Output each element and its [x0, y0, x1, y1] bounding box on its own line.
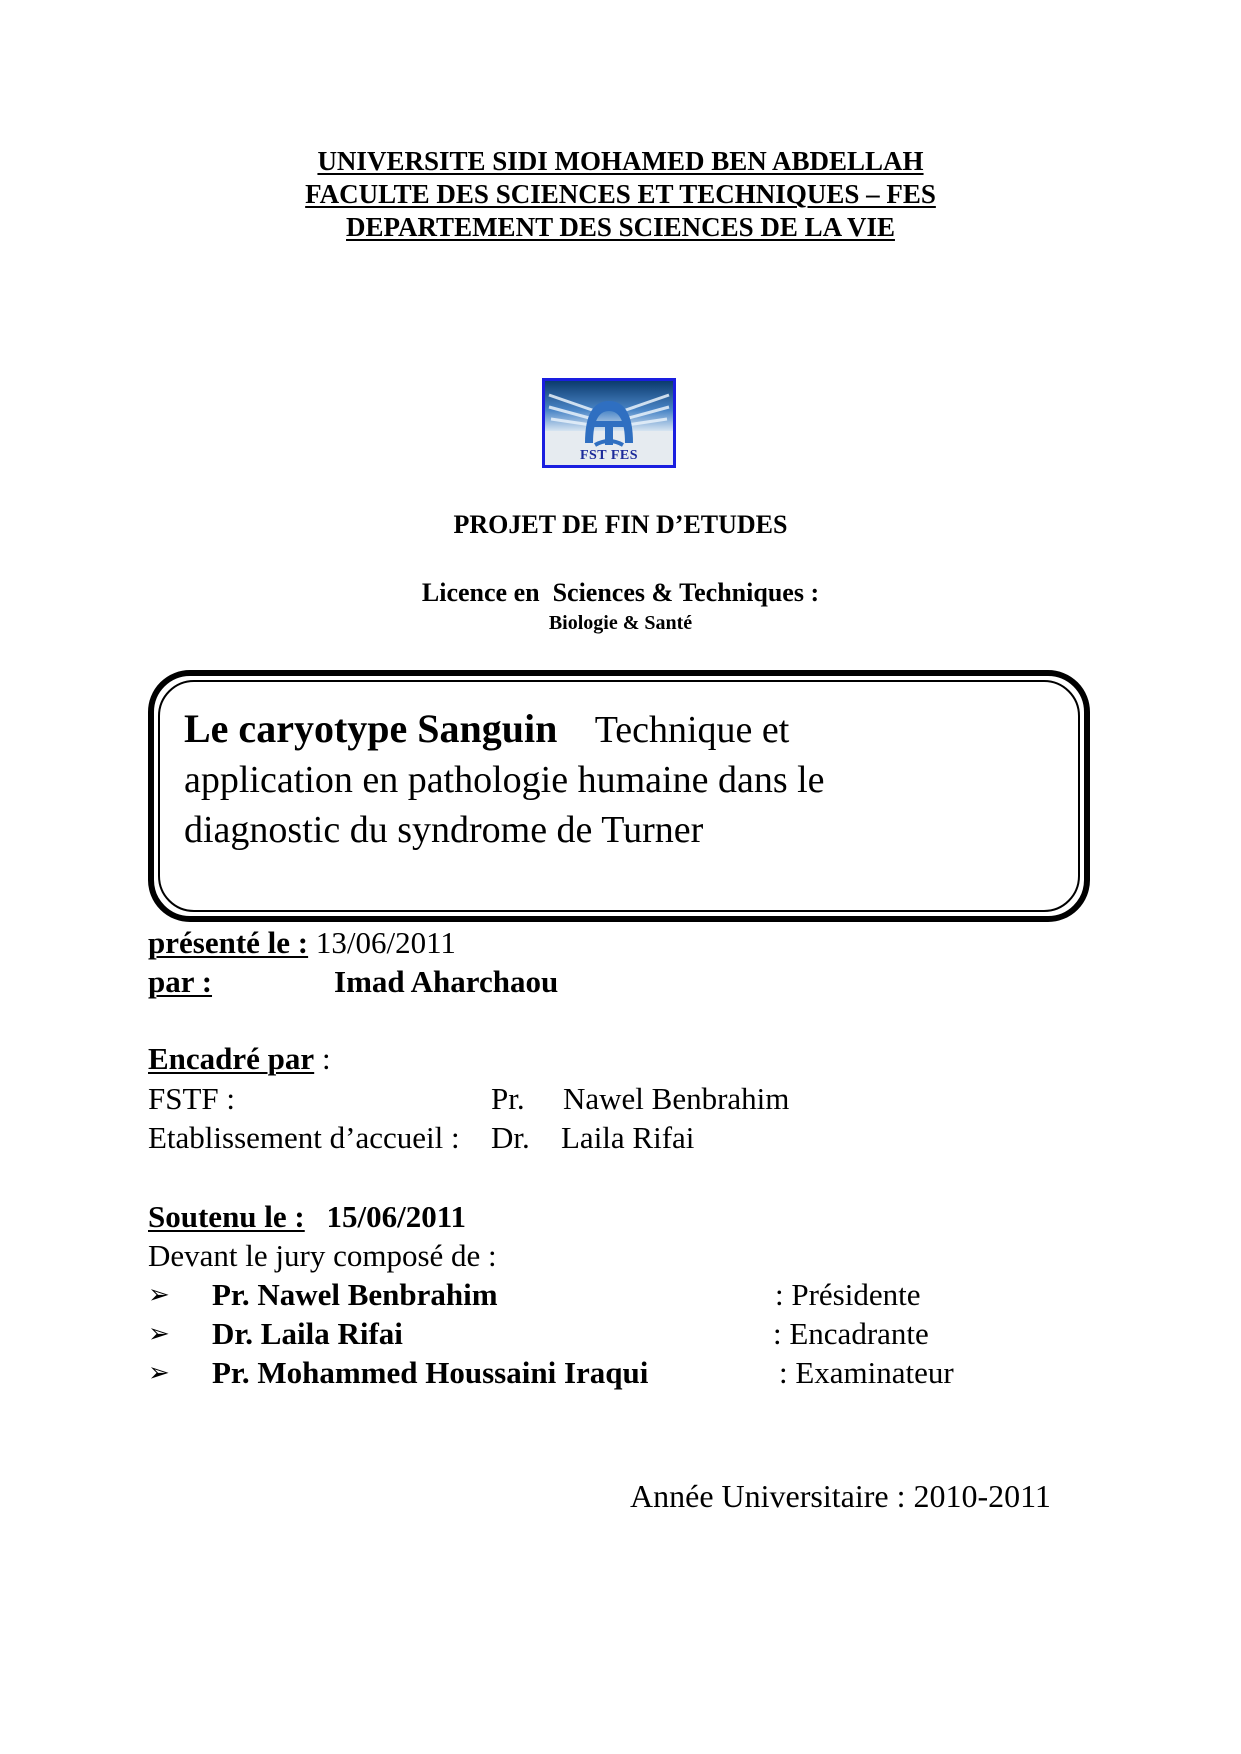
supervisor-title: Dr. — [491, 1120, 530, 1155]
jury-member-name: Dr. Laila Rifai — [212, 1316, 403, 1351]
author-label: par : — [148, 964, 213, 999]
defense-date: 15/06/2011 — [326, 1199, 467, 1234]
author-row — [148, 963, 559, 1001]
jury-member-name: Pr. Nawel Benbrahim — [212, 1277, 498, 1312]
author-name: Imad Aharchaou — [334, 964, 559, 999]
jury-member-role: : Examinateur — [779, 1355, 954, 1390]
supervisor-row — [148, 1080, 948, 1118]
title-line2: application en pathologie humaine dans le — [184, 759, 825, 801]
arrow-bullet-icon: ➢ — [148, 1319, 170, 1348]
speciality-label: Biologie & Santé — [548, 612, 693, 634]
institution-header — [0, 145, 1241, 244]
presented-date: 13/06/2011 — [315, 925, 456, 960]
supervisor-title: Pr. — [491, 1081, 525, 1116]
defense-row — [148, 1198, 466, 1236]
title-line3: diagnostic du syndrome de Turner — [184, 809, 704, 851]
arrow-bullet-icon: ➢ — [148, 1358, 170, 1387]
supervisor-name: Laila Rifai — [561, 1120, 695, 1155]
jury-member-role: : Présidente — [775, 1277, 921, 1312]
university-name: UNIVERSITE SIDI MOHAMED BEN ABDELLAH — [317, 146, 924, 176]
supervisor-row — [148, 1119, 948, 1157]
degree-label: Licence en Sciences & Techniques : — [421, 578, 820, 607]
supervisor-institution: FSTF : — [148, 1081, 236, 1116]
fst-fes-logo — [542, 378, 676, 468]
jury-member-role: : Encadrante — [773, 1316, 929, 1351]
supervision-colon: : — [314, 1041, 331, 1076]
thesis-title — [184, 704, 964, 855]
presented-row — [148, 924, 456, 962]
supervisor-institution: Etablissement d’accueil : — [148, 1120, 460, 1155]
faculty-name: FACULTE DES SCIENCES ET TECHNIQUES – FES — [305, 179, 936, 209]
department-name: DEPARTEMENT DES SCIENCES DE LA VIE — [346, 212, 895, 242]
jury-member-name: Pr. Mohammed Houssaini Iraqui — [212, 1355, 649, 1390]
arrow-bullet-icon: ➢ — [148, 1280, 170, 1309]
logo-text: FST FES — [579, 448, 639, 463]
supervision-heading — [148, 1040, 331, 1078]
jury-intro: Devant le jury composé de : — [148, 1238, 497, 1273]
thesis-title-box — [148, 670, 1090, 922]
project-type: PROJET DE FIN D’ETUDES — [453, 510, 788, 539]
supervision-label: Encadré par — [148, 1041, 315, 1076]
academic-year: Année Universitaire : 2010-2011 — [630, 1478, 1051, 1514]
supervisor-name: Nawel Benbrahim — [563, 1081, 790, 1116]
defense-label: Soutenu le : — [148, 1199, 305, 1234]
title-line1-rest: Technique et — [594, 709, 790, 751]
presented-label: présenté le : — [148, 925, 309, 960]
title-bold-part: Le caryotype Sanguin — [184, 706, 558, 751]
